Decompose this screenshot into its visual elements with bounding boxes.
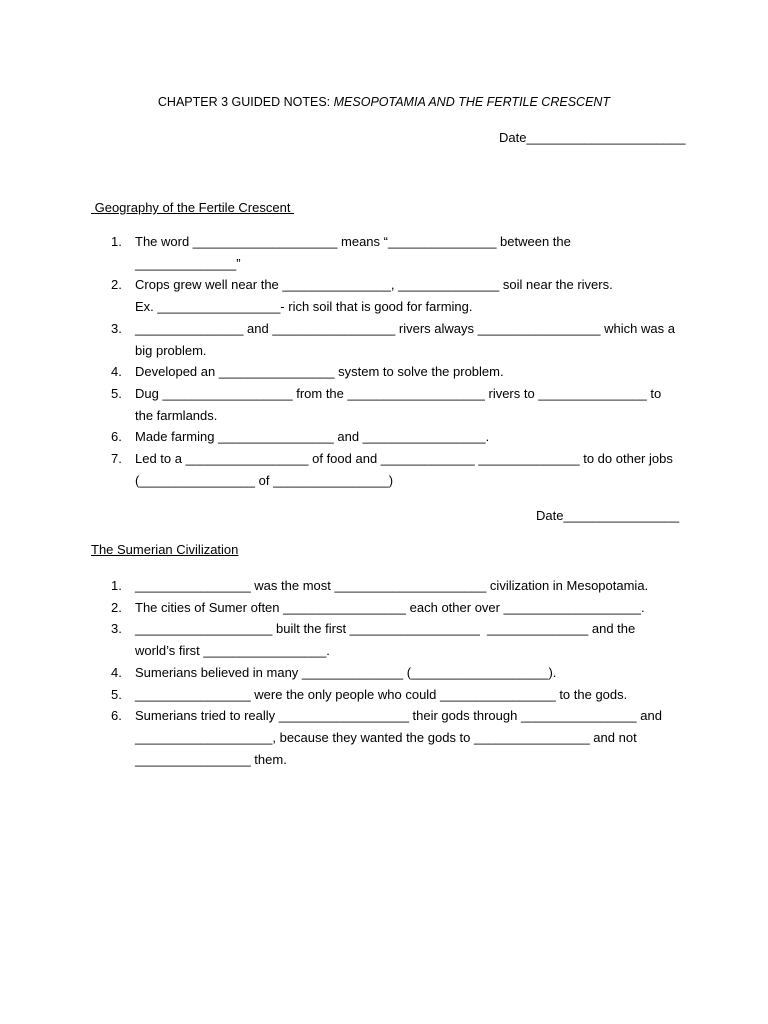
- title-italic: MESOPOTAMIA AND THE FERTILE CRESCENT: [333, 95, 611, 109]
- item-text: Developed an ________________ system to solve the problem.: [135, 364, 504, 380]
- date-line-2: Date________________: [536, 508, 680, 523]
- section-heading-geography: Geography of the Fertile Crescent: [91, 200, 295, 215]
- item-text: Led to a _________________ of food and _____________ ______________ to do other jobs (________________ of ________________): [135, 451, 673, 488]
- item-number: 3.: [111, 621, 122, 637]
- list-item: [111, 705, 691, 770]
- item-text: ________________ were the only people who could ________________ to the gods.: [135, 686, 628, 702]
- item-number: 4.: [111, 364, 122, 380]
- item-text: The cities of Sumer often _________________ each other over ___________________.: [135, 599, 645, 615]
- sumerian-list: [111, 575, 691, 770]
- list-item: [111, 383, 691, 426]
- item-text: Crops grew well near the _______________, ______________ soil near the rivers. Ex. _________________- rich soil that is good for farming.: [135, 277, 613, 315]
- section-heading-sumerian: The Sumerian Civilization: [91, 542, 239, 557]
- item-text: Sumerians believed in many ______________ (___________________).: [135, 664, 557, 680]
- list-item: [111, 426, 691, 448]
- item-text: _______________ and _________________ rivers always _________________ which was a big problem.: [135, 320, 675, 358]
- list-item: [111, 684, 691, 706]
- item-number: 3.: [111, 320, 122, 336]
- item-number: 5.: [111, 686, 122, 702]
- list-item: [111, 662, 691, 684]
- item-number: 6.: [111, 708, 122, 724]
- date-line-1: Date______________________: [499, 130, 686, 145]
- item-text: Made farming ________________ and _________________.: [135, 429, 490, 445]
- list-item: [111, 318, 691, 361]
- list-item: [111, 448, 691, 491]
- item-number: 6.: [111, 429, 122, 445]
- item-number: 1.: [111, 234, 122, 249]
- item-number: 1.: [111, 578, 122, 593]
- geography-list: [111, 231, 691, 491]
- item-text: Sumerians tried to really __________________ their gods through ________________ and ___________________, because they wanted the gods to ________________ and not ________________ them.: [135, 708, 662, 767]
- item-number: 4.: [111, 664, 122, 680]
- item-number: 7.: [111, 451, 122, 467]
- list-item: [111, 575, 691, 597]
- list-item: [111, 597, 691, 619]
- item-text: ___________________ built the first __________________ ______________ and the world’s first _________________.: [135, 621, 636, 659]
- item-number: 2.: [111, 277, 122, 293]
- list-item: [111, 274, 691, 317]
- title-plain: CHAPTER 3 GUIDED NOTES:: [157, 95, 334, 109]
- item-text: Dug __________________ from the ___________________ rivers to _______________ to the farmlands.: [135, 385, 662, 423]
- page-title: [0, 95, 768, 109]
- list-item: [111, 618, 691, 661]
- list-item: [111, 361, 691, 383]
- item-text: The word ____________________ means “_______________ between the ______________”: [135, 234, 571, 271]
- item-number: 5.: [111, 385, 122, 401]
- list-item: [111, 231, 691, 274]
- item-text: ________________ was the most _____________________ civilization in Mesopotamia.: [135, 578, 649, 593]
- item-number: 2.: [111, 599, 122, 615]
